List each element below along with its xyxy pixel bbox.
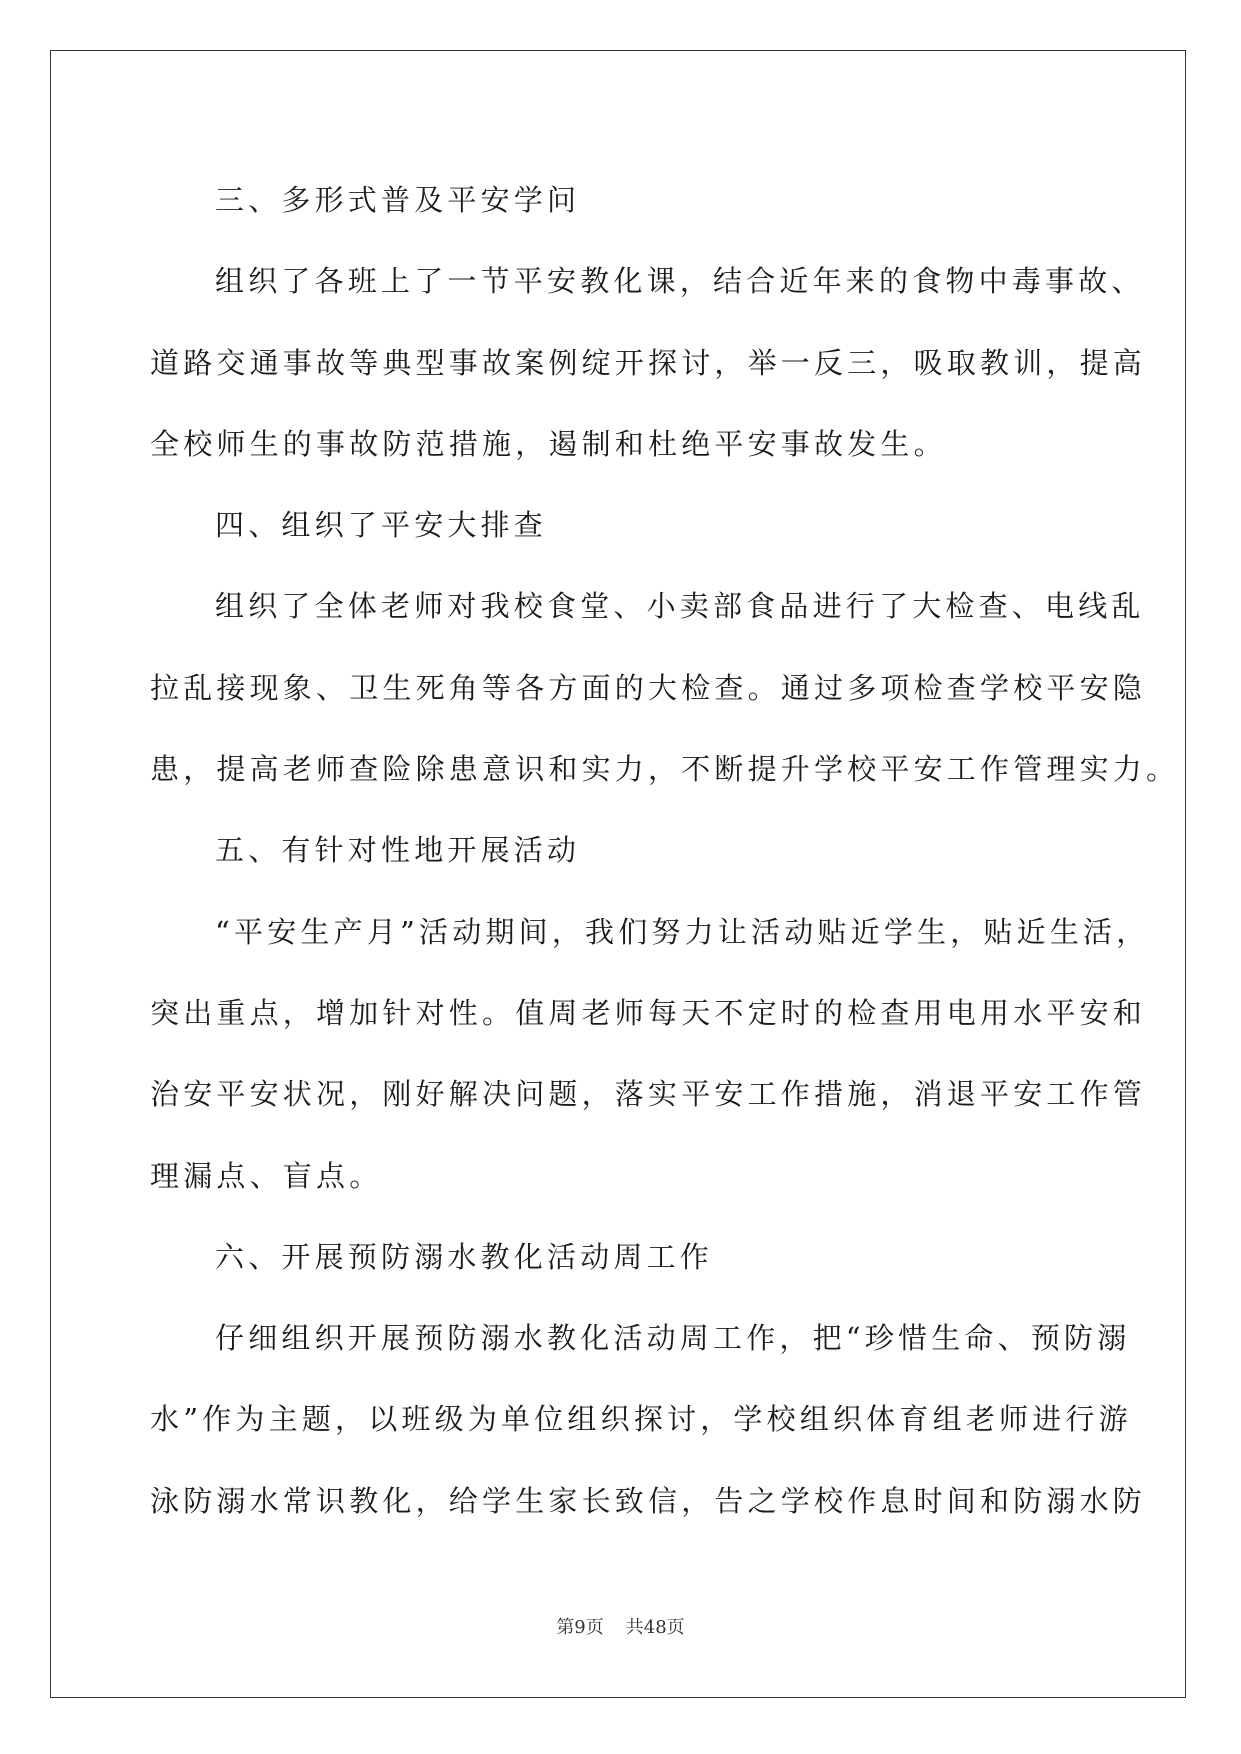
section-heading-6: 六、开展预防溺水教化活动周工作: [215, 1239, 714, 1274]
paragraph-line: 拉乱接现象、卫生死角等各方面的大检查。通过多项检查学校平安隐: [150, 670, 1147, 705]
paragraph-line: 治安平安状况，刚好解决问题，落实平安工作措施，消退平安工作管: [150, 1077, 1147, 1112]
page-footer: [0, 1613, 1241, 1639]
paragraph-line: 全校师生的事故防范措施，遏制和杜绝平安事故发生。: [150, 426, 947, 461]
paragraph-line: 仔细组织开展预防溺水教化活动周工作，把“珍惜生命、预防溺: [215, 1321, 1131, 1356]
page-number: 第9页: [556, 1617, 604, 1638]
section-heading-4: 四、组织了平安大排查: [215, 508, 548, 543]
paragraph-line: 泳防溺水常识教化，给学生家长致信，告之学校作息时间和防溺水防: [150, 1483, 1147, 1518]
document-body: [150, 160, 1180, 1542]
paragraph-line: 水”作为主题，以班级为单位组织探讨，学校组织体育组老师进行游: [150, 1402, 1132, 1437]
page-total: 共48页: [625, 1617, 685, 1638]
section-heading-5: 五、有针对性地开展活动: [215, 833, 581, 868]
paragraph-line: 组织了各班上了一节平安教化课，结合近年来的食物中毒事故、: [215, 264, 1145, 299]
paragraph-line: 理漏点、盲点。: [150, 1158, 383, 1193]
paragraph-line: 突出重点，增加针对性。值周老师每天不定时的检查用电用水平安和: [150, 995, 1147, 1030]
paragraph-line: 组织了全体老师对我校食堂、小卖部食品进行了大检查、电线乱: [215, 589, 1145, 624]
paragraph-line: “平安生产月”活动期间，我们努力让活动贴近学生，贴近生活，: [215, 914, 1150, 949]
paragraph-line: 道路交通事故等典型事故案例绽开探讨，举一反三，吸取教训，提高: [150, 345, 1147, 380]
section-heading-3: 三、多形式普及平安学问: [215, 183, 581, 217]
paragraph-line: 患，提高老师查险除患意识和实力，不断提升学校平安工作管理实力。: [150, 752, 1180, 787]
